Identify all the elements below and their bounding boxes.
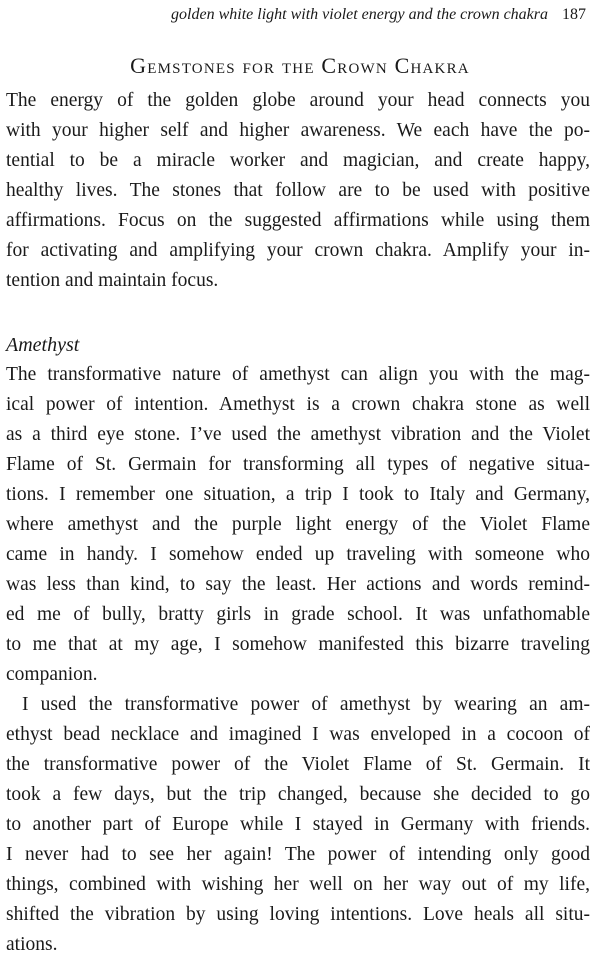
section-title: Gemstones for the Crown Chakra bbox=[130, 53, 470, 78]
text-line: with your higher self and higher awareness. We each have the po- bbox=[6, 120, 590, 141]
running-head-title: golden white light with violet energy and the crown chakra bbox=[171, 6, 548, 23]
text-line: things, combined with wishing her well on her way out of my life, bbox=[6, 874, 590, 895]
text-line: took a few days, but the trip changed, because she decided to go bbox=[6, 784, 590, 805]
text-line: ations. bbox=[6, 934, 58, 955]
text-line: was less than kind, to say the least. Her actions and words remind- bbox=[6, 574, 590, 595]
text-line: shifted the vibration by using loving intentions. Love heals all situ- bbox=[6, 904, 590, 925]
text-line: as a third eye stone. I’ve used the amethyst vibration and the Violet bbox=[6, 424, 590, 445]
text-line: tention and maintain focus. bbox=[6, 270, 219, 291]
text-line: The transformative nature of amethyst can align you with the mag- bbox=[6, 364, 590, 385]
text-line: to me that at my age, I somehow manifested this bizarre traveling bbox=[6, 634, 590, 655]
page-number: 187 bbox=[562, 6, 586, 23]
text-line: Flame of St. Germain for transforming all types of negative situa- bbox=[6, 454, 590, 475]
text-line: I used the transformative power of amethyst by wearing an am- bbox=[22, 694, 590, 715]
text-line: the transformative power of the Violet Flame of St. Germain. It bbox=[6, 754, 590, 775]
text-line: came in handy. I somehow ended up traveling with someone who bbox=[6, 544, 590, 565]
subheading-amethyst: Amethyst bbox=[6, 334, 80, 356]
text-line: affirmations. Focus on the suggested affirmations while using them bbox=[6, 210, 590, 231]
text-line: for activating and amplifying your crown chakra. Amplify your in- bbox=[6, 240, 590, 261]
text-line: ethyst bead necklace and imagined I was enveloped in a cocoon of bbox=[6, 724, 590, 745]
text-line: tential to be a miracle worker and magician, and create happy, bbox=[6, 150, 590, 171]
amethyst-paragraph-1 bbox=[6, 360, 590, 690]
text-line: companion. bbox=[6, 664, 98, 685]
text-line: I never had to see her again! The power of intending only good bbox=[6, 844, 590, 865]
text-line: ical power of intention. Amethyst is a crown chakra stone as well bbox=[6, 394, 590, 415]
text-line: ed me of bully, bratty girls in grade school. It was unfathomable bbox=[6, 604, 590, 625]
text-line: to another part of Europe while I stayed in Germany with friends. bbox=[6, 814, 590, 835]
text-line: where amethyst and the purple light energy of the Violet Flame bbox=[6, 514, 590, 535]
intro-paragraph bbox=[6, 86, 590, 296]
running-head bbox=[0, 4, 586, 26]
text-line: The energy of the golden globe around your head connects you bbox=[6, 90, 590, 111]
amethyst-paragraph-2 bbox=[6, 690, 590, 960]
text-line: tions. I remember one situation, a trip I took to Italy and Germany, bbox=[6, 484, 590, 505]
text-line: healthy lives. The stones that follow are to be used with positive bbox=[6, 180, 590, 201]
